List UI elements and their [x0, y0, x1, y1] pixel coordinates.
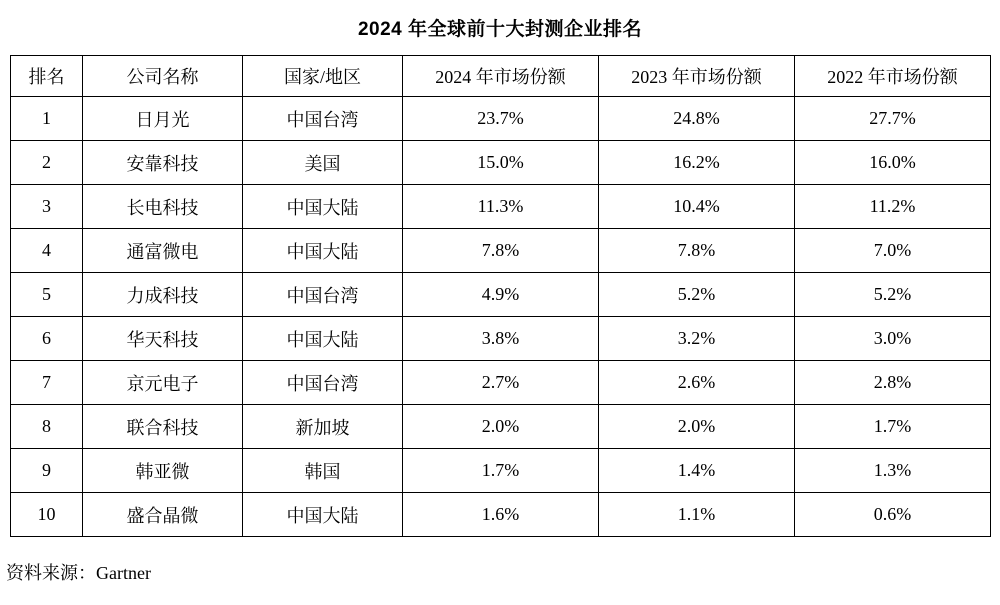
- cell-company: 盛合晶微: [83, 493, 243, 537]
- cell-rank: 9: [11, 449, 83, 493]
- table-row: [11, 405, 991, 449]
- cell-company: 联合科技: [83, 405, 243, 449]
- table-row: [11, 141, 991, 185]
- cell-share-2022: 2.8%: [795, 361, 991, 405]
- cell-rank: 8: [11, 405, 83, 449]
- table-row: [11, 449, 991, 493]
- cell-share-2023: 10.4%: [599, 185, 795, 229]
- table-row: [11, 273, 991, 317]
- table-body: [11, 97, 991, 537]
- cell-share-2022: 11.2%: [795, 185, 991, 229]
- cell-share-2024: 2.0%: [403, 405, 599, 449]
- cell-share-2023: 1.1%: [599, 493, 795, 537]
- cell-share-2024: 4.9%: [403, 273, 599, 317]
- cell-region: 中国大陆: [243, 229, 403, 273]
- cell-rank: 10: [11, 493, 83, 537]
- table-row: [11, 185, 991, 229]
- cell-company: 通富微电: [83, 229, 243, 273]
- cell-share-2024: 1.6%: [403, 493, 599, 537]
- cell-region: 中国大陆: [243, 185, 403, 229]
- cell-company: 韩亚微: [83, 449, 243, 493]
- ranking-table: [10, 55, 991, 537]
- document-page: [0, 14, 1000, 605]
- cell-share-2023: 3.2%: [599, 317, 795, 361]
- cell-share-2024: 1.7%: [403, 449, 599, 493]
- cell-company: 京元电子: [83, 361, 243, 405]
- cell-share-2023: 16.2%: [599, 141, 795, 185]
- cell-company: 力成科技: [83, 273, 243, 317]
- column-header-rank: 排名: [11, 56, 83, 97]
- table-header: [11, 56, 991, 97]
- cell-region: 韩国: [243, 449, 403, 493]
- cell-rank: 2: [11, 141, 83, 185]
- cell-company: 长电科技: [83, 185, 243, 229]
- cell-share-2022: 1.7%: [795, 405, 991, 449]
- cell-share-2024: 3.8%: [403, 317, 599, 361]
- cell-share-2023: 2.0%: [599, 405, 795, 449]
- table-container: [0, 55, 1000, 537]
- cell-region: 中国大陆: [243, 493, 403, 537]
- cell-share-2022: 7.0%: [795, 229, 991, 273]
- source-note: 资料来源：Gartner: [6, 563, 151, 583]
- cell-share-2023: 5.2%: [599, 273, 795, 317]
- column-header-share-2023: 2023 年市场份额: [599, 56, 795, 97]
- cell-rank: 5: [11, 273, 83, 317]
- cell-share-2022: 0.6%: [795, 493, 991, 537]
- cell-share-2023: 24.8%: [599, 97, 795, 141]
- cell-share-2024: 15.0%: [403, 141, 599, 185]
- cell-share-2023: 1.4%: [599, 449, 795, 493]
- cell-share-2022: 1.3%: [795, 449, 991, 493]
- cell-company: 日月光: [83, 97, 243, 141]
- table-row: [11, 493, 991, 537]
- column-header-region: 国家/地区: [243, 56, 403, 97]
- cell-share-2022: 27.7%: [795, 97, 991, 141]
- cell-company: 华天科技: [83, 317, 243, 361]
- cell-share-2023: 7.8%: [599, 229, 795, 273]
- column-header-share-2024: 2024 年市场份额: [403, 56, 599, 97]
- cell-region: 中国台湾: [243, 361, 403, 405]
- cell-share-2024: 23.7%: [403, 97, 599, 141]
- cell-rank: 3: [11, 185, 83, 229]
- cell-rank: 7: [11, 361, 83, 405]
- cell-rank: 4: [11, 229, 83, 273]
- cell-rank: 6: [11, 317, 83, 361]
- cell-region: 美国: [243, 141, 403, 185]
- cell-share-2023: 2.6%: [599, 361, 795, 405]
- cell-share-2024: 11.3%: [403, 185, 599, 229]
- cell-region: 中国台湾: [243, 273, 403, 317]
- table-row: [11, 229, 991, 273]
- table-header-row: [11, 56, 991, 97]
- table-row: [11, 97, 991, 141]
- cell-company: 安靠科技: [83, 141, 243, 185]
- cell-share-2022: 16.0%: [795, 141, 991, 185]
- cell-rank: 1: [11, 97, 83, 141]
- cell-share-2024: 7.8%: [403, 229, 599, 273]
- cell-region: 中国台湾: [243, 97, 403, 141]
- cell-share-2022: 3.0%: [795, 317, 991, 361]
- cell-region: 新加坡: [243, 405, 403, 449]
- cell-share-2022: 5.2%: [795, 273, 991, 317]
- table-row: [11, 317, 991, 361]
- cell-region: 中国大陆: [243, 317, 403, 361]
- column-header-company: 公司名称: [83, 56, 243, 97]
- cell-share-2024: 2.7%: [403, 361, 599, 405]
- page-title: 2024 年全球前十大封测企业排名: [357, 19, 643, 40]
- table-row: [11, 361, 991, 405]
- column-header-share-2022: 2022 年市场份额: [795, 56, 991, 97]
